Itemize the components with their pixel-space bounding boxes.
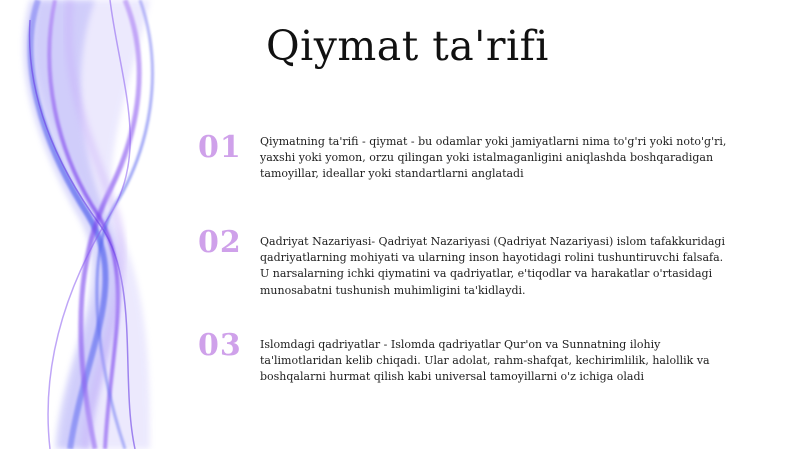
item-text-3: Islomdagi qadriyatlar - Islomda qadriyatlar Qur'on va Sunnatning ilohiy ta'limotlaridan kelib chiqadi. Ular adolat, rahm-shafqat, kechirimlilik, halollik va boshqalarni hurmat qilish kabi universal tamoyillarni o'z ichiga oladi [260, 338, 710, 384]
item-number-1: 01 [198, 130, 242, 165]
smoke-decoration-image [0, 0, 220, 449]
item-number-2: 02 [198, 225, 242, 260]
item-text-1: Qiymatning ta'rifi - qiymat - bu odamlar yoki jamiyatlarni nima to'g'ri yoki noto'g'ri, yaxshi yoki yomon, orzu qilingan yoki istalmaganligini aniqlashda boshqaradigan tamoyillar, ideallar yoki standartlarni anglatadi [260, 135, 727, 181]
item-number-3: 03 [198, 328, 242, 363]
slide-title: Qiymat ta'rifi [266, 22, 549, 70]
item-text-2: Qadriyat Nazariyasi- Qadriyat Nazariyasi (Qadriyat Nazariyasi) islom tafakkuridagi qadriyatlarning mohiyati va ularning inson hayotidagi rolini tushuntiruvchi falsafa. U narsalarning ichki qiymatini va qadriyatlar, e'tiqodlar va harakatlar o'rtasidagi munosabatni tushunish muhimligini ta'kidlaydi. [260, 235, 725, 297]
